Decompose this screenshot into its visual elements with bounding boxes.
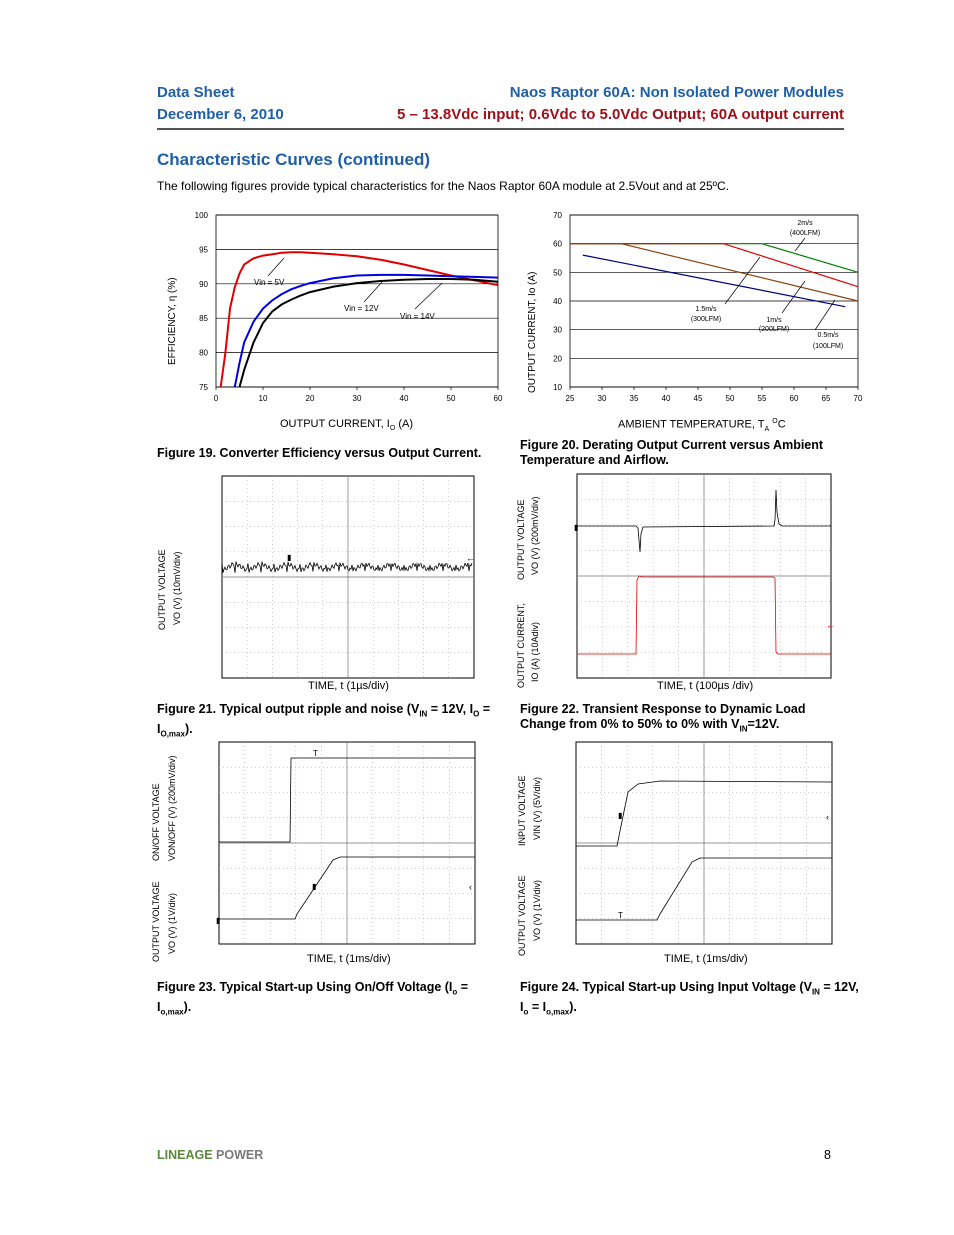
fig23-xlabel: TIME, t (1ms/div)	[307, 953, 391, 965]
doc-type: Data Sheet	[157, 84, 235, 101]
figure-23	[145, 736, 485, 968]
fig24-ylabel-top2: VIN (V) (5V/div)	[532, 776, 542, 840]
y-tick-label: 50	[553, 268, 562, 278]
series-line	[240, 279, 499, 387]
annotation-vin12-leader	[364, 282, 382, 302]
series-line	[570, 244, 858, 287]
fig21-caption: Figure 21. Typical output ripple and noise ($V_{IN} = 12V$, $I_O = I_{O,max}$).	[157, 702, 491, 738]
fig20-ylabel: OUTPUT CURRENT, Io (A)	[527, 271, 538, 393]
annotation-vin14-leader	[415, 283, 442, 309]
x-tick-label: 10	[258, 394, 268, 403]
fig22-ylabel-bot1: OUTPUT CURRENT,	[516, 603, 526, 688]
svg-text:‹: ‹	[826, 812, 829, 822]
doc-date: December 6, 2010	[157, 106, 284, 123]
derating-chart	[520, 205, 870, 415]
x-tick-label: 30	[597, 394, 607, 403]
figure-24	[510, 736, 850, 968]
y-tick-label: 75	[199, 383, 208, 392]
y-tick-label: 10	[553, 383, 562, 392]
footer-brand: LINEAGE POWER	[157, 1148, 264, 1162]
fig22-caption: Figure 22. Transient Response to Dynamic Load Change from 0% to 50% to 0% with $V_{IN}=12V$.	[520, 702, 806, 734]
svg-text:▮: ▮	[312, 882, 317, 891]
annotation-vin14: Vin = 14V	[400, 312, 435, 321]
annotation-vin12: Vin = 12V	[344, 304, 379, 313]
x-tick-label: 40	[399, 394, 409, 403]
series-line	[570, 244, 858, 273]
intro-text: The following figures provide typical characteristics for the Naos Raptor 60A module at 2.5Vout and at 25ºC.	[157, 179, 730, 193]
ripple-trace	[222, 562, 472, 573]
ripple-marker: ▮	[287, 553, 292, 562]
fig19-caption: Figure 19. Converter Efficiency versus Output Current.	[157, 446, 482, 460]
y-tick-label: 85	[199, 314, 208, 324]
fig22-ylabel-bot2: IO (A) (10Adiv)	[530, 621, 540, 682]
svg-text:←: ←	[826, 620, 835, 630]
scope-grid	[577, 474, 831, 678]
x-tick-label: 60	[789, 394, 799, 403]
x-tick-label: 35	[629, 394, 639, 403]
annotation-400lfm: (400LFM)	[789, 230, 821, 237]
fig23-ylabel-top1: ON/OFF VOLTAGE	[151, 783, 161, 861]
y-tick-label: 30	[553, 325, 562, 335]
y-tick-label: 100	[194, 211, 208, 220]
efficiency-series	[221, 252, 498, 387]
x-tick-label: 70	[853, 394, 863, 403]
y-tick-label: 60	[553, 239, 562, 249]
y-tick-label: 20	[553, 354, 562, 364]
fig22-ylabel-top1: OUTPUT VOLTAGE	[516, 499, 526, 580]
fig21-xlabel: TIME, t (1µs/div)	[308, 680, 389, 692]
section-title: Characteristic Curves (continued)	[157, 150, 431, 169]
fig24-xlabel: TIME, t (1ms/div)	[664, 953, 748, 965]
x-tick-label: 50	[446, 394, 456, 403]
header-rule	[157, 128, 844, 130]
scope-grid	[222, 476, 474, 678]
annotation-0-5ms: 0.5m/s	[817, 332, 839, 339]
x-tick-label: 25	[565, 394, 575, 403]
figure-20	[520, 205, 870, 415]
transient-scope	[510, 470, 850, 695]
efficiency-grid	[216, 215, 498, 387]
x-tick-label: 65	[821, 394, 831, 403]
annotation-1-5ms: 1.5m/s	[695, 306, 717, 313]
annotation-100lfm: (100LFM)	[812, 343, 844, 350]
fig19-xlabel: OUTPUT CURRENT, $I_O$ (A)	[280, 418, 413, 433]
x-tick-label: 55	[757, 394, 767, 403]
fig23-caption: Figure 23. Typical Start-up Using On/Off Voltage $(I_o = I_{o,max})$.	[157, 980, 469, 1016]
fig19-ylabel: EFFICIENCY, η (%)	[167, 277, 178, 365]
fig23-ylabel-top2: VON/OFF (V) (200mV/div)	[167, 755, 177, 861]
y-tick-label: 70	[553, 211, 562, 220]
scope-grid	[576, 742, 832, 944]
y-tick-label: 95	[199, 245, 208, 255]
y-tick-label: 90	[199, 279, 208, 289]
fig24-ylabel-bot2: VO (V) (1V/div)	[532, 879, 542, 941]
fig20-caption: Figure 20. Derating Output Current versus Ambient Temperature and Airflow.	[520, 438, 824, 467]
fig21-ylabel1: OUTPUT VOLTAGE	[157, 549, 167, 630]
svg-text:T: T	[618, 911, 623, 920]
fig23-ylabel-bot2: VO (V) (1V/div)	[167, 892, 177, 954]
annotation-2ms: 2m/s	[797, 220, 813, 227]
annotation-200lfm: (200LFM)	[758, 326, 790, 333]
fig24-ylabel-top1: INPUT VOLTAGE	[517, 775, 527, 846]
product-title: Naos Raptor 60A: Non Isolated Power Modules	[509, 84, 844, 101]
scope-grid	[219, 742, 475, 944]
fig20-xlabel: AMBIENT TEMPERATURE, $T_A$ $^O$C	[618, 418, 786, 433]
annotation-vin5-leader	[268, 258, 284, 276]
y-tick-label: 80	[199, 348, 208, 358]
annotation-1ms: 1m/s	[766, 317, 782, 324]
fig21-ylabel2: VO (V) (10mV/div)	[172, 551, 182, 625]
x-tick-label: 30	[352, 394, 362, 403]
annotation-vin5: Vin = 5V	[254, 278, 285, 287]
svg-text:‹: ‹	[469, 882, 472, 892]
derating-series	[570, 244, 858, 307]
page-number: 8	[824, 1148, 831, 1162]
x-tick-label: 20	[305, 394, 315, 403]
plot-frame	[216, 215, 498, 387]
svg-text:▮: ▮	[574, 523, 579, 532]
svg-text:T: T	[313, 749, 318, 758]
figure-21	[150, 470, 490, 695]
svg-text:▮: ▮	[216, 916, 221, 925]
fig24-ylabel-bot1: OUTPUT VOLTAGE	[517, 875, 527, 956]
fig22-ylabel-top2: VO (V) (200mV/div)	[530, 496, 540, 575]
fig24-caption: Figure 24. Typical Start-up Using Input Voltage ($V_{IN} = 12V$, $I_o = I_{o,max}$).	[520, 980, 859, 1016]
annotation-300lfm: (300LFM)	[690, 316, 722, 323]
fig22-xlabel: TIME, t (100µs /div)	[657, 680, 754, 692]
x-tick-label: 50	[725, 394, 735, 403]
series-line	[221, 252, 498, 387]
efficiency-chart	[160, 205, 510, 435]
figure-22	[510, 470, 850, 695]
ripple-scope	[150, 470, 490, 695]
figure-19	[160, 205, 510, 435]
y-tick-label: 40	[553, 297, 562, 306]
fig23-ylabel-bot1: OUTPUT VOLTAGE	[151, 881, 161, 962]
input-startup-scope	[510, 736, 850, 968]
ripple-trigger-arrow: ←	[466, 553, 475, 563]
x-tick-label: 40	[661, 394, 671, 403]
series-line	[235, 275, 498, 387]
onoff-startup-scope	[145, 736, 485, 968]
x-tick-label: 45	[693, 394, 703, 403]
x-tick-label: 0	[213, 394, 219, 403]
series-line	[583, 255, 845, 307]
x-tick-label: 60	[493, 394, 503, 403]
product-subtitle: 5 – 13.8Vdc input; 0.6Vdc to 5.0Vdc Output; 60A output current	[396, 106, 844, 123]
svg-text:▮: ▮	[618, 811, 623, 820]
